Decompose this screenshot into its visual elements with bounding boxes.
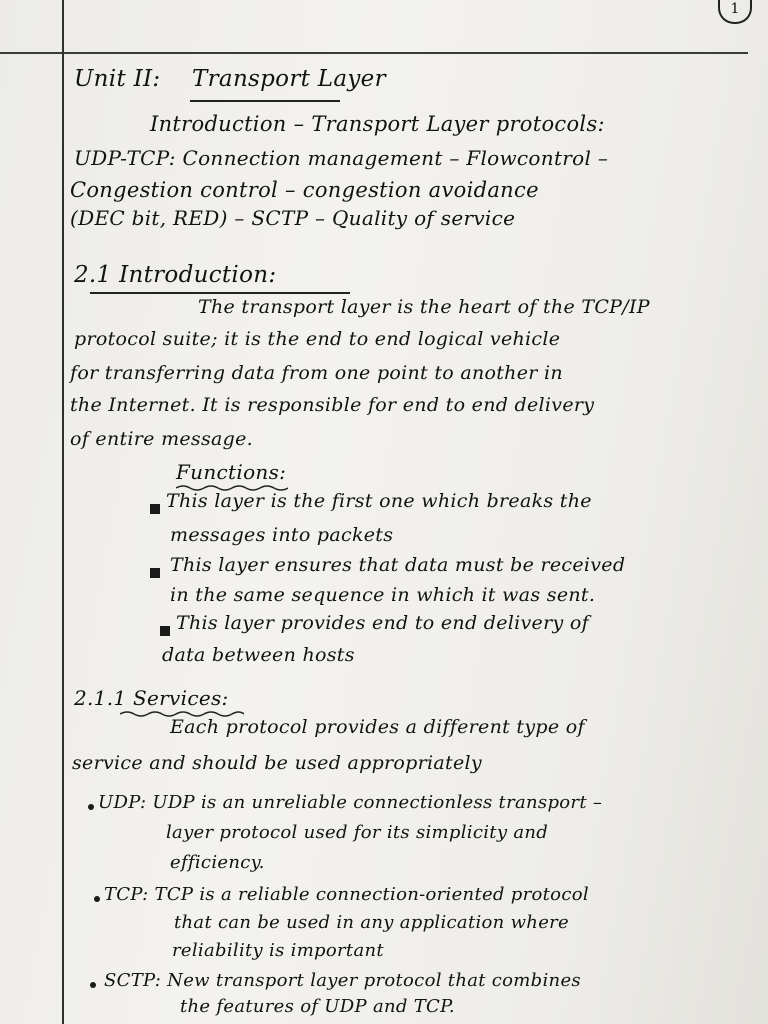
- unit-label: Unit II:: [74, 66, 161, 92]
- function-3-line-1: This layer provides end to end delivery of: [176, 612, 589, 634]
- function-1-line-2: messages into packets: [170, 524, 394, 546]
- service-tcp-line-2: that can be used in any application where: [174, 912, 570, 933]
- function-3-bullet: [160, 626, 170, 636]
- intro-line-3: for transferring data from one point to another in: [70, 362, 563, 384]
- margin-line: [62, 0, 64, 1024]
- services-intro-line-2: service and should be used appropriately: [72, 752, 482, 774]
- page-number: 1: [718, 0, 752, 24]
- intro-line-1: The transport layer is the heart of the TCP/IP: [198, 296, 650, 318]
- functions-heading: Functions:: [176, 460, 287, 484]
- function-2-line-2: in the same sequence in which it was sent.: [170, 584, 596, 606]
- service-tcp-bullet: [94, 896, 100, 902]
- function-2-bullet: [150, 568, 160, 578]
- function-2-line-1: This layer ensures that data must be received: [170, 554, 626, 576]
- section-2-1-heading: 2.1 Introduction:: [74, 262, 277, 288]
- service-udp-line-3: efficiency.: [170, 852, 265, 873]
- function-3-line-2: data between hosts: [162, 644, 355, 666]
- unit-title-underline: [190, 100, 340, 102]
- unit-title: Transport Layer: [192, 66, 386, 92]
- service-tcp-line-1: TCP: TCP is a reliable connection-oriented protocol: [104, 884, 589, 905]
- service-tcp-line-3: reliability is important: [172, 940, 384, 961]
- intro-line-2: protocol suite; it is the end to end logical vehicle: [74, 328, 561, 350]
- service-sctp-line-2: the features of UDP and TCP.: [180, 996, 455, 1017]
- intro-line-5: of entire message.: [70, 428, 254, 450]
- syllabus-line-2: UDP-TCP: Connection management – Flowcontrol –: [74, 146, 609, 170]
- service-udp-bullet: [88, 804, 94, 810]
- syllabus-line-1: Introduction – Transport Layer protocols:: [150, 112, 605, 136]
- function-1-bullet: [150, 504, 160, 514]
- service-udp-line-1: UDP: UDP is an unreliable connectionless transport –: [98, 792, 603, 813]
- syllabus-line-4: (DEC bit, RED) – SCTP – Quality of service: [70, 206, 516, 230]
- service-sctp-bullet: [90, 982, 96, 988]
- section-2-1-underline: [90, 292, 350, 294]
- top-rule: [0, 52, 748, 54]
- intro-line-4: the Internet. It is responsible for end to end delivery: [70, 394, 595, 416]
- section-2-1-1-heading: 2.1.1 Services:: [74, 686, 229, 710]
- service-sctp-line-1: SCTP: New transport layer protocol that combines: [104, 970, 581, 991]
- function-1-line-1: This layer is the first one which breaks the: [166, 490, 592, 512]
- service-udp-line-2: layer protocol used for its simplicity and: [166, 822, 549, 843]
- services-intro-line-1: Each protocol provides a different type of: [170, 716, 585, 738]
- syllabus-line-3: Congestion control – congestion avoidance: [70, 178, 539, 202]
